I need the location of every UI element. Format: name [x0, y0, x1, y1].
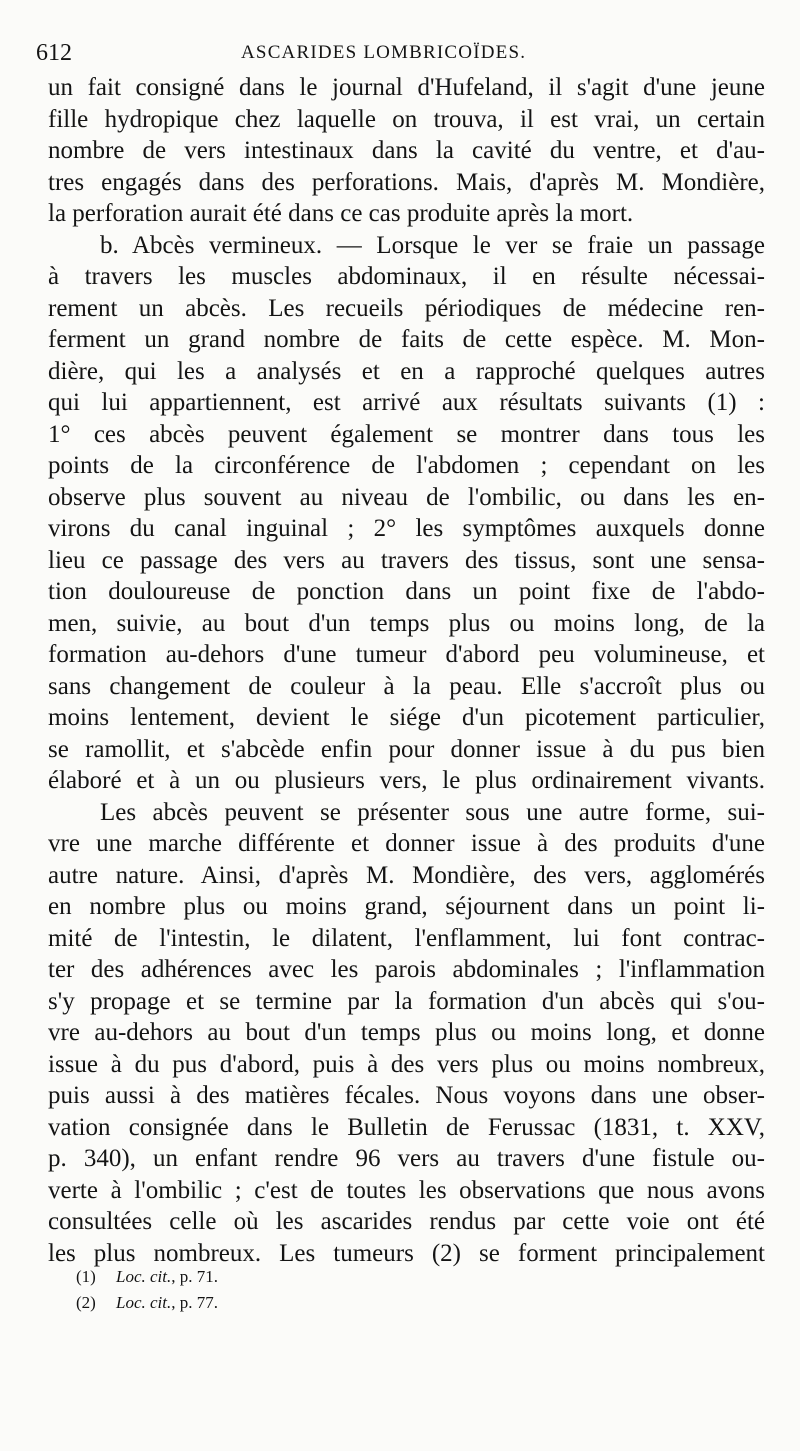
footnote-ref: Loc. cit.: [116, 1267, 172, 1286]
text-line: p. 340), un enfant rendre 96 vers au travers d'une fistule ou-: [48, 1145, 765, 1172]
footnote: [76, 1264, 476, 1290]
text-line: observe plus souvent au niveau de l'ombilic, ou dans les en-: [48, 483, 765, 511]
text-line: sans changement de couleur à la peau. Elle s'accroît plus ou: [48, 672, 765, 700]
footnote-mark: (1): [76, 1267, 96, 1286]
text-line: les plus nombreux. Les tumeurs (2) se forment principalement: [48, 1239, 765, 1267]
text-line: à travers les muscles abdominaux, il en résulte nécessai-: [48, 263, 765, 290]
text-line: puis aussi à des matières fécales. Nous voyons dans une obser-: [48, 1082, 765, 1109]
page-header: [36, 36, 766, 70]
text-line: un fait consigné dans le journal d'Hufeland, il s'agit d'une jeune: [48, 74, 765, 101]
text-line: mité de l'intestin, le dilatent, l'enflamment, lui font contrac-: [48, 924, 765, 952]
text-line: dière, qui les a analysés et en a rapproché quelques autres: [48, 357, 765, 385]
footnote-page: , p. 77.: [171, 1293, 218, 1312]
page-number: 612: [36, 40, 72, 66]
footnote-mark: (2): [76, 1293, 96, 1312]
text-line: la perforation aurait été dans ce cas produite après la mort.: [48, 200, 634, 227]
footnote: [76, 1290, 476, 1316]
text-line: élaboré et à un ou plusieurs vers, le plus ordinairement vivants.: [48, 767, 765, 794]
footnote-ref: Loc. cit.: [116, 1293, 172, 1312]
text-line: ferment un grand nombre de faits de cette espèce. M. Mon-: [48, 326, 765, 353]
text-line: vre une marche différente et donner issue à des produits d'une: [48, 830, 765, 857]
text-line: se ramollit, et s'abcède enfin pour donner issue à du pus bien: [48, 735, 765, 763]
text-line: 1° ces abcès peuvent également se montrer dans tous les: [48, 420, 765, 448]
text-line: vation consignée dans le Bulletin de Ferussac (1831, t. XXV,: [48, 1113, 765, 1141]
text-line: men, suivie, au bout d'un temps plus ou moins long, de la: [48, 609, 765, 637]
text-line: Les abcès peuvent se présenter sous une autre forme, sui-: [100, 798, 765, 826]
text-line: en nombre plus ou moins grand, séjournent dans un point li-: [48, 893, 765, 920]
text-line: lieu ce passage des vers au travers des tissus, sont une sensa-: [48, 546, 765, 574]
text-line: tres engagés dans des perforations. Mais, d'après M. Mondière,: [48, 168, 765, 196]
text-line: rement un abcès. Les recueils périodiques de médecine ren-: [48, 294, 765, 322]
text-line: tion douloureuse de ponction dans un point fixe de l'abdo-: [48, 578, 765, 605]
text-line: virons du canal inguinal ; 2° les symptômes auxquels donne: [48, 515, 765, 542]
text-line: ter des adhérences avec les parois abdominales ; l'inflammation: [48, 956, 765, 983]
footnote-page: , p. 71.: [171, 1267, 218, 1286]
text-line: verte à l'ombilic ; c'est de toutes les observations que nous avons: [48, 1176, 765, 1204]
text-line: moins lentement, devient le siége d'un picotement particulier,: [48, 704, 765, 731]
text-line: s'y propage et se termine par la formation d'un abcès qui s'ou-: [48, 987, 765, 1015]
text-line: b. Abcès vermineux. — Lorsque le ver se fraie un passage: [100, 231, 765, 259]
text-line: vre au-dehors au bout d'un temps plus ou moins long, et donne: [48, 1019, 765, 1046]
text-line: issue à du pus d'abord, puis à des vers plus ou moins nombreux,: [48, 1050, 765, 1078]
running-head: ASCARIDES LOMBRICOÏDES.: [241, 42, 527, 63]
text-line: formation au-dehors d'une tumeur d'abord peu volumineuse, et: [48, 641, 765, 668]
text-line: points de la circonférence de l'abdomen ; cependant on les: [48, 452, 765, 479]
text-line: fille hydropique chez laquelle on trouva, il est vrai, un certain: [48, 105, 765, 133]
body-text: [48, 72, 765, 1269]
text-line: autre nature. Ainsi, d'après M. Mondière, des vers, agglomérés: [48, 861, 765, 889]
text-line: consultées celle où les ascarides rendus par cette voie ont été: [48, 1208, 765, 1235]
text-line: qui lui appartiennent, est arrivé aux résultats suivants (1) :: [48, 389, 765, 416]
text-line: nombre de vers intestinaux dans la cavité du ventre, et d'au-: [48, 137, 765, 164]
footnotes: [76, 1264, 476, 1316]
